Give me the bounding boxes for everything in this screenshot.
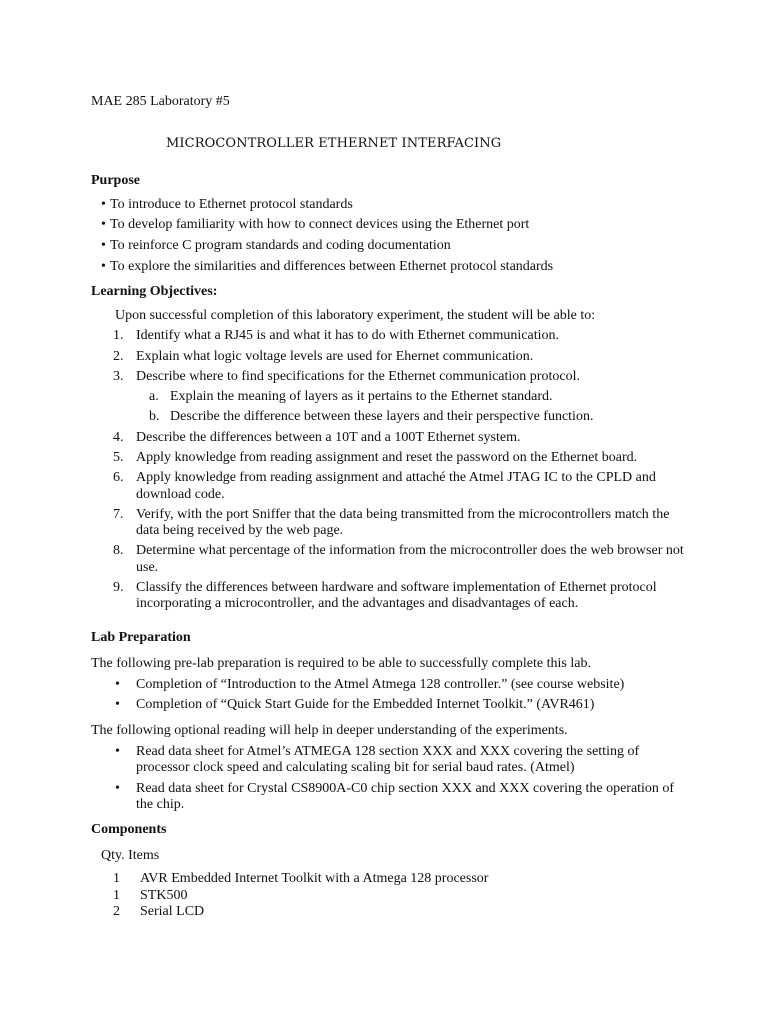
prep-required-intro: The following pre-lab preparation is required to be able to successfully complete this lab. [91,656,591,671]
purpose-bullet: • [101,217,106,232]
objectives-intro: Upon successful completion of this laboratory experiment, the student will be able to: [115,308,596,323]
component-qty: 1 [113,871,120,886]
objective-number: 3. [113,369,124,384]
objective-text: Classify the differences between hardware and software implementation of Ethernet protocol [136,580,657,595]
prep-optional-item-continued: the chip. [136,797,185,812]
objective-text: Describe the differences between a 10T and a 100T Ethernet system. [136,430,521,445]
purpose-heading: Purpose [91,173,140,188]
purpose-bullet: • [101,259,106,274]
purpose-item: To explore the similarities and differences between Ethernet protocol standards [110,259,554,274]
purpose-bullet: • [101,197,106,212]
purpose-item: To reinforce C program standards and coding documentation [110,238,451,253]
component-item: STK500 [140,888,188,903]
objective-number: 9. [113,580,124,595]
objective-number: 8. [113,543,124,558]
subobjective-text: Explain the meaning of layers as it pertains to the Ethernet standard. [170,389,553,404]
component-item: Serial LCD [140,904,205,919]
purpose-item: To introduce to Ethernet protocol standards [110,197,353,212]
objective-text-continued: incorporating a microcontroller, and the advantages and disadvantages of each. [136,596,579,611]
document-title: MICROCONTROLLER ETHERNET INTERFACING [166,136,502,151]
objective-text: Verify, with the port Sniffer that the data being transmitted from the microcontrollers match the [136,507,670,522]
prep-heading: Lab Preparation [91,630,191,645]
course-line: MAE 285 Laboratory #5 [91,94,230,109]
component-qty: 2 [113,904,120,919]
objective-text: Determine what percentage of the information from the microcontroller does the web browser not [136,543,684,558]
component-qty: 1 [113,888,120,903]
prep-optional-intro: The following optional reading will help in deeper understanding of the experiments. [91,723,568,738]
components-heading: Components [91,822,167,837]
objective-number: 2. [113,349,124,364]
objective-number: 1. [113,328,124,343]
objective-number: 6. [113,470,124,485]
subobjective-letter: a. [149,389,159,404]
components-table-header: Qty. Items [101,848,160,863]
prep-required-item: Completion of “Introduction to the Atmel Atmega 128 controller.” (see course website) [136,677,625,692]
objective-number: 4. [113,430,124,445]
objective-number: 5. [113,450,124,465]
prep-bullet: • [115,677,120,692]
prep-bullet: • [115,744,120,759]
objective-text-continued: use. [136,560,159,575]
prep-optional-item-continued: processor clock speed and calculating scaling bit for serial baud rates. (Atmel) [136,760,575,775]
purpose-bullet: • [101,238,106,253]
objective-text: Explain what logic voltage levels are used for Ehernet communication. [136,349,534,364]
purpose-item: To develop familiarity with how to connect devices using the Ethernet port [110,217,530,232]
prep-optional-item: Read data sheet for Atmel’s ATMEGA 128 section XXX and XXX covering the setting of [136,744,640,759]
prep-required-item: Completion of “Quick Start Guide for the Embedded Internet Toolkit.” (AVR461) [136,697,595,712]
prep-optional-item: Read data sheet for Crystal CS8900A-C0 chip section XXX and XXX covering the operation of [136,781,675,796]
objective-text: Apply knowledge from reading assignment and reset the password on the Ethernet board. [136,450,638,465]
objective-number: 7. [113,507,124,522]
objective-text-continued: download code. [136,487,225,502]
objective-text-continued: data being received by the web page. [136,523,344,538]
component-item: AVR Embedded Internet Toolkit with a Atmega 128 processor [140,871,489,886]
subobjective-text: Describe the difference between these layers and their perspective function. [170,409,594,424]
prep-bullet: • [115,781,120,796]
objective-text: Identify what a RJ45 is and what it has to do with Ethernet communication. [136,328,560,343]
objectives-heading: Learning Objectives: [91,284,218,299]
subobjective-letter: b. [149,409,160,424]
objective-text: Apply knowledge from reading assignment and attaché the Atmel JTAG IC to the CPLD and [136,470,656,485]
objective-text: Describe where to find specifications for the Ethernet communication protocol. [136,369,580,384]
prep-bullet: • [115,697,120,712]
